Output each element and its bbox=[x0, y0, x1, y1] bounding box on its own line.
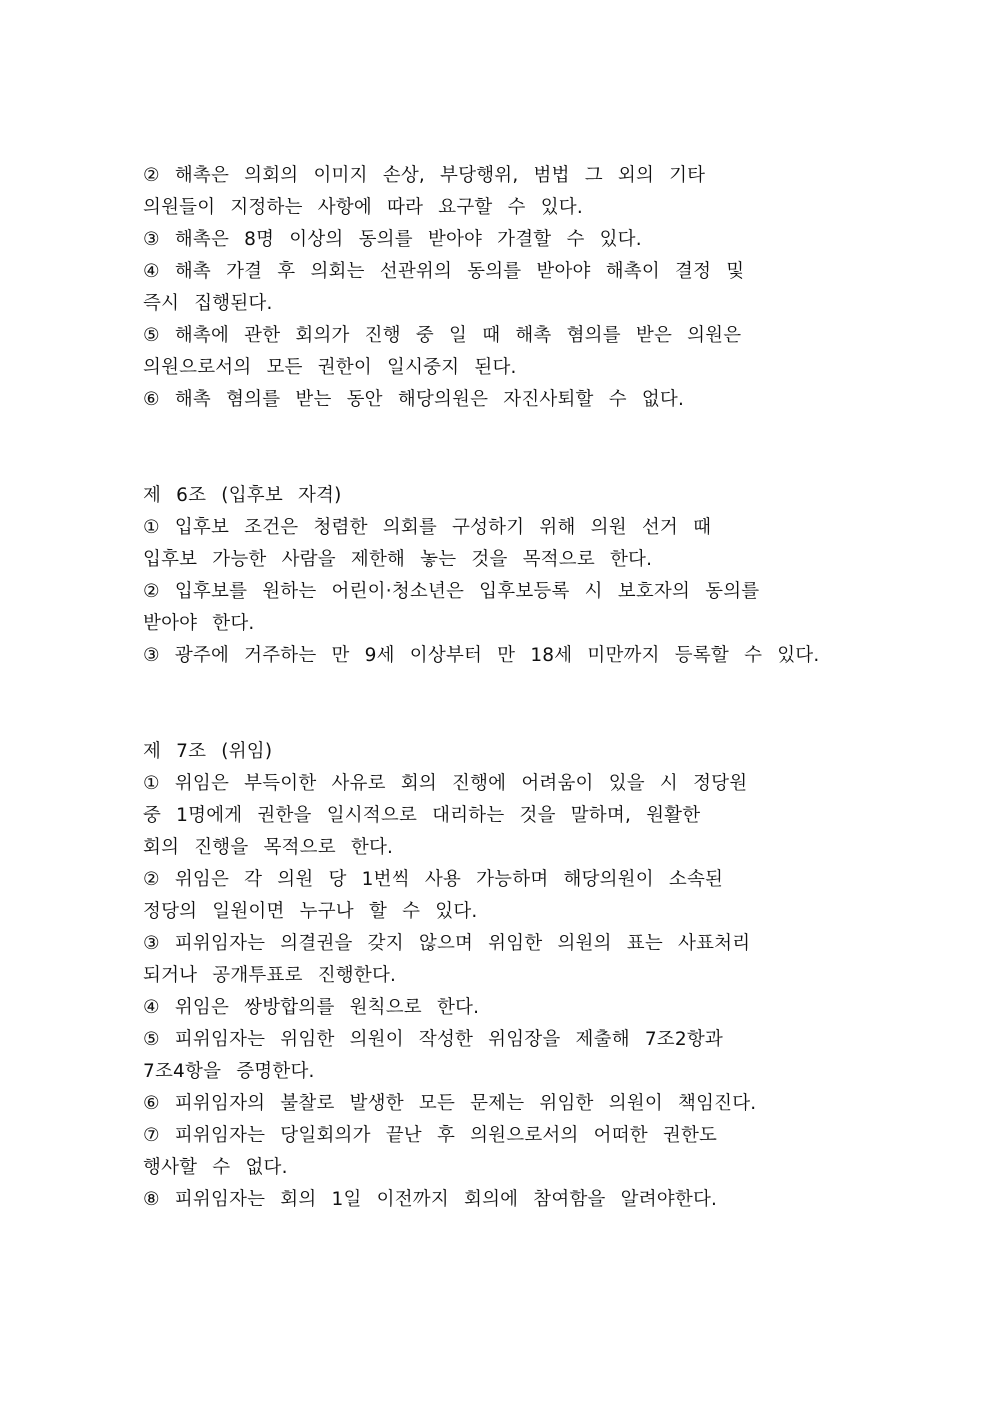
clause-line: 받아야 한다. bbox=[143, 613, 255, 634]
clause-line: 의원으로서의 모든 권한이 일시중지 된다. bbox=[143, 357, 517, 378]
clause-line: ③ 광주에 거주하는 만 9세 이상부터 만 18세 미만까지 등록할 수 있다. bbox=[143, 645, 820, 666]
clause-line: 의원들이 지정하는 사항에 따라 요구할 수 있다. bbox=[143, 197, 583, 218]
clause-line: ① 입후보 조건은 청렴한 의회를 구성하기 위해 의원 선거 때 bbox=[143, 517, 712, 538]
article-7-heading: 제 7조 (위임) bbox=[143, 741, 273, 762]
clause-line: ② 입후보를 원하는 어린이·청소년은 입후보등록 시 보호자의 동의를 bbox=[143, 581, 760, 602]
clause-line: ⑥ 피위임자의 불찰로 발생한 모든 문제는 위임한 의원이 책임진다. bbox=[143, 1093, 757, 1114]
clause-line: ⑤ 해촉에 관한 회의가 진행 중 일 때 해촉 혐의를 받은 의원은 bbox=[143, 325, 742, 346]
clause-line: ① 위임은 부득이한 사유로 회의 진행에 어려움이 있을 시 정당원 bbox=[143, 773, 748, 794]
clause-line: 행사할 수 없다. bbox=[143, 1157, 288, 1178]
article-7 bbox=[143, 736, 863, 1216]
article-5-continued bbox=[143, 160, 863, 416]
clause-line: ⑧ 피위임자는 회의 1일 이전까지 회의에 참여함을 알려야한다. bbox=[143, 1189, 718, 1210]
clause-line: 회의 진행을 목적으로 한다. bbox=[143, 837, 394, 858]
article-6 bbox=[143, 480, 863, 672]
clause-line: 7조4항을 증명한다. bbox=[143, 1061, 315, 1082]
clause-line: ② 해촉은 의회의 이미지 손상, 부당행위, 범법 그 외의 기타 bbox=[143, 165, 706, 186]
clause-line: ⑤ 피위임자는 위임한 의원이 작성한 위임장을 제출해 7조2항과 bbox=[143, 1029, 723, 1050]
clause-line: ③ 피위임자는 의결권을 갖지 않으며 위임한 의원의 표는 사표처리 bbox=[143, 933, 751, 954]
clause-line: ② 위임은 각 의원 당 1번씩 사용 가능하며 해당의원이 소속된 bbox=[143, 869, 724, 890]
document-body bbox=[143, 160, 863, 1216]
clause-line: ⑥ 해촉 혐의를 받는 동안 해당의원은 자진사퇴할 수 없다. bbox=[143, 389, 685, 410]
clause-line: 중 1명에게 권한을 일시적으로 대리하는 것을 말하며, 원활한 bbox=[143, 805, 701, 826]
clause-line: ③ 해촉은 8명 이상의 동의를 받아야 가결할 수 있다. bbox=[143, 229, 642, 250]
section-spacer bbox=[143, 672, 863, 736]
clause-line: ④ 해촉 가결 후 의회는 선관위의 동의를 받아야 해촉이 결정 및 bbox=[143, 261, 745, 282]
clause-line: 되거나 공개투표로 진행한다. bbox=[143, 965, 397, 986]
clause-line: 즉시 집행된다. bbox=[143, 293, 273, 314]
article-6-heading: 제 6조 (입후보 자격) bbox=[143, 485, 342, 506]
section-spacer bbox=[143, 416, 863, 480]
clause-line: ⑦ 피위임자는 당일회의가 끝난 후 의원으로서의 어떠한 권한도 bbox=[143, 1125, 718, 1146]
clause-line: 입후보 가능한 사람을 제한해 놓는 것을 목적으로 한다. bbox=[143, 549, 653, 570]
clause-line: 정당의 일원이면 누구나 할 수 있다. bbox=[143, 901, 478, 922]
clause-line: ④ 위임은 쌍방합의를 원칙으로 한다. bbox=[143, 997, 480, 1018]
